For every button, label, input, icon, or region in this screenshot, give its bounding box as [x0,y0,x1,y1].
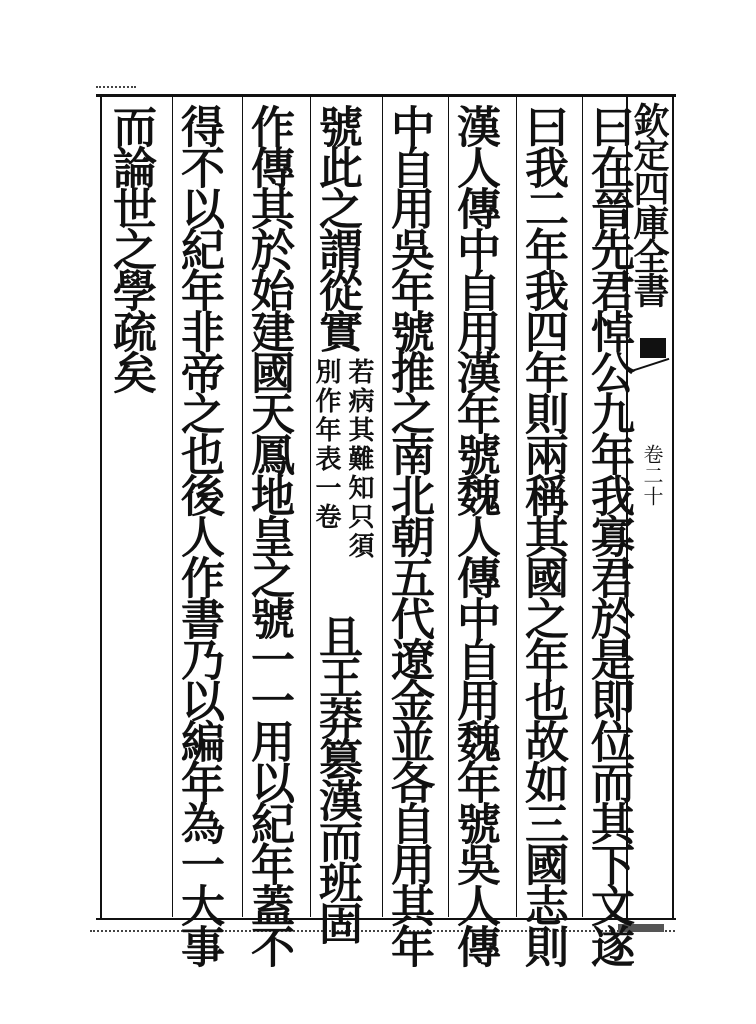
annotation-right: 若病其難知只須 [344,358,374,561]
text-column-5-tail: 且王莽篡漢而班固 [311,614,362,942]
book-title: 欽定四庫全書 [628,102,670,306]
left-border [100,95,102,919]
margin-marker-icon [640,338,666,358]
top-dotted-rule [96,86,136,88]
text-column-2: 曰我二年我四年則兩稱其國之年也故如三國志則 [517,104,568,965]
annotation-left: 別作年表一卷 [311,358,341,532]
text-column-6: 作傳其於始建國天鳳地皇之號一一用以紀年蓋不 [243,104,294,965]
text-column-7: 得不以紀年非帝之也後人作書乃以編年為一大事 [173,104,224,965]
text-column-8: 而論世之學疏矣 [105,104,156,391]
text-column-5-head: 號此之謂從實 [311,104,362,350]
text-column-4: 中自用吳年號推之南北朝五代遼金並各自用其年 [383,104,434,965]
text-column-3: 漢人傳中自用漢年號魏人傳中自用魏年號吳人傳 [449,104,500,965]
top-border [96,94,676,97]
text-column-1: 曰在晉先君悼公九年我寡君於是即位而其下文遂 [583,104,634,965]
juan-number: 卷二十 [640,444,664,507]
right-border [672,95,674,919]
margin-fishtail-rule [631,358,670,372]
